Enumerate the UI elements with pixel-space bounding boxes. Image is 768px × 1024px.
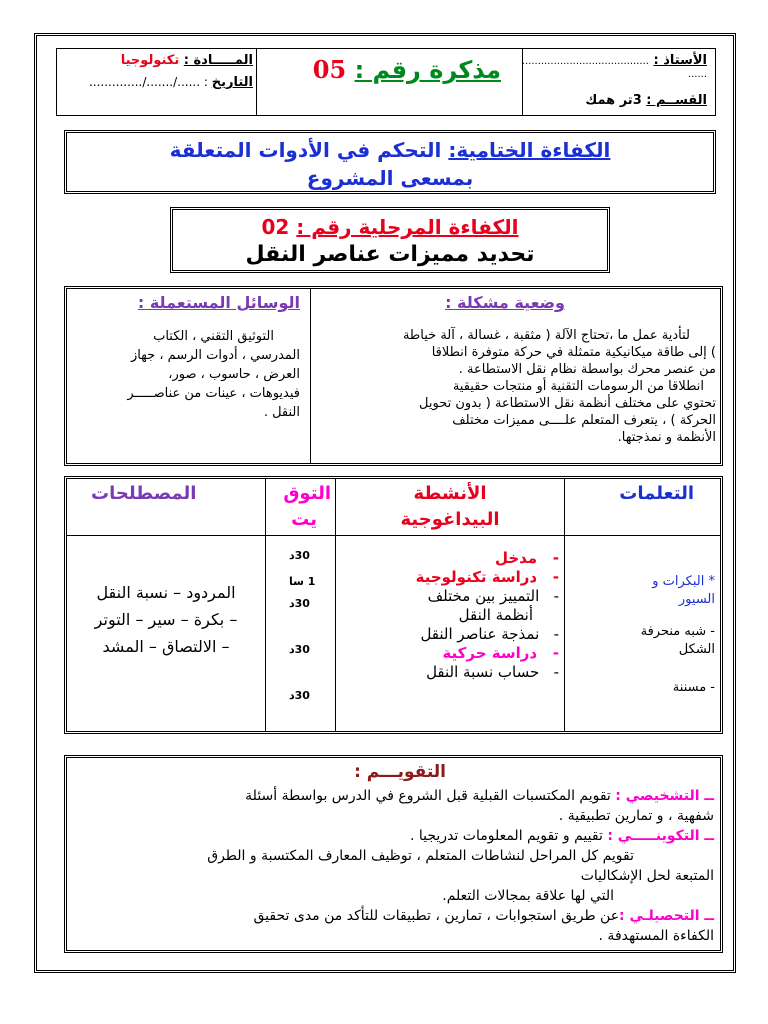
teacher-line: الأستاذ : ........................................ — [521, 53, 707, 68]
stage-competency-box — [170, 207, 610, 273]
situation-resources-box — [64, 286, 723, 466]
final-competency-box: الكفاءة الختامية: التحكم في الأدوات المتعلقة بمسعى المشروع — [64, 130, 716, 194]
summative-label: ــ التحصيلـي : — [619, 908, 714, 924]
lesson-table — [64, 476, 723, 734]
situation-heading: وضعية مشكلة : — [445, 293, 565, 312]
final-competency-text: بمسعى المشروع — [306, 166, 474, 190]
timing-2: 1 سا — [289, 575, 316, 588]
stage-competency-number: 02 — [261, 215, 290, 239]
terms-cell: المردود – نسبة النقل – بكرة – سير – التوتر – الالتصاق – المشد — [94, 583, 238, 656]
evaluation-box — [64, 755, 723, 953]
stage-competency-title: تحديد مميزات عناصر النقل — [245, 242, 535, 267]
timing-1: 30د — [289, 549, 310, 562]
timing-3: 30د — [289, 597, 310, 610]
subject-line: المـــــادة : تكنولوجيا — [120, 53, 253, 68]
evaluation-heading: التقويـــم : — [354, 762, 446, 782]
timing-4: 30د — [289, 643, 310, 656]
subject-value: تكنولوجيا — [120, 53, 180, 68]
activity-item: - دراسة حركية — [442, 644, 559, 662]
resources-heading: الوسائل المستعملة : — [137, 293, 300, 312]
stage-competency-label: الكفاءة المرحلية رقم : — [296, 215, 519, 239]
activity-item: - التمييز بين مختلف — [427, 587, 559, 605]
activity-item: - حساب نسبة النقل — [426, 663, 559, 681]
class-line: القســم : 3تر همك — [585, 93, 707, 108]
date-line: التاريخ : ....../......./.............. — [88, 75, 253, 90]
activities-cell — [339, 549, 559, 682]
timing-5: 30د — [289, 689, 310, 702]
evaluation-text: ــ التشخيصي : تقويم المكتسبات القبلية قبل الشروع في الدرس بواسطة أسئلة شفهية ، و تمارين تطبيقية . ــ التكوينـــــي : تقييم و تقويم المعلومات تدريجيا . تقويم كل المراحل لنشاطات المتعلم ، توظيف المعارف المكتسبة و الطرق المتبعة لحل الإشكاليات التي لها علاقة بمجالات التعلم. ــ التحصيلـي :عن طريق استجوابات ، تمارين ، تطبيقات للتأكد من مدى تحقيق الكفاءة المستهدفة . — [207, 788, 714, 944]
header-terms: المصطلحات — [91, 483, 197, 504]
header-activities: الأنشطة البيداغوجية — [400, 483, 500, 530]
activity-item-cont: أنظمة النقل — [458, 606, 533, 624]
header-learnings: التعلمات — [619, 483, 694, 504]
resources-text: التوثيق التقني ، الكتاب المدرسي ، أدوات الرسم ، جهاز العرض ، حاسوب ، صور، فيديوهات ، عينات من عناصـــــر النقل . — [127, 329, 300, 420]
activity-item: - دراسة تكنولوجية — [415, 568, 559, 586]
diagnostic-label: ــ التشخيصي : — [615, 788, 714, 804]
header-timing: التوق يت — [283, 483, 331, 530]
teacher-dots: ...... — [687, 69, 707, 80]
learnings-cell: * البكرات و السيور - شبه منحرفة الشكل - مسننة — [640, 574, 715, 695]
memo-title: مذكرة رقم : 05 — [312, 55, 501, 84]
situation-text: لتأدية عمل ما ،تحتاج الآلة ( مثقبة ، غسالة ، آلة خياطة ) إلى طاقة ميكانيكية متمثلة في حركة متوفرة انطلاقا من عنصر محرك بواسطة نظام نقل الاستطاعة . انطلاقا من الرسومات التقنية أو منتجات حقيقية تحتوي على مختلف أنظمة نقل الاستطاعة ( بدون تحويل الحركة ) ، يتعرف المتعلم علــــى مميزات مختلف الأنظمة و نمذجتها. — [402, 328, 716, 445]
activity-item: - نمذجة عناصر النقل — [420, 625, 559, 643]
header-box — [56, 48, 716, 116]
formative-label: ــ التكوينـــــي : — [607, 828, 714, 844]
final-competency-label: الكفاءة الختامية: — [448, 138, 611, 162]
activity-item: - مدخل — [494, 549, 559, 567]
